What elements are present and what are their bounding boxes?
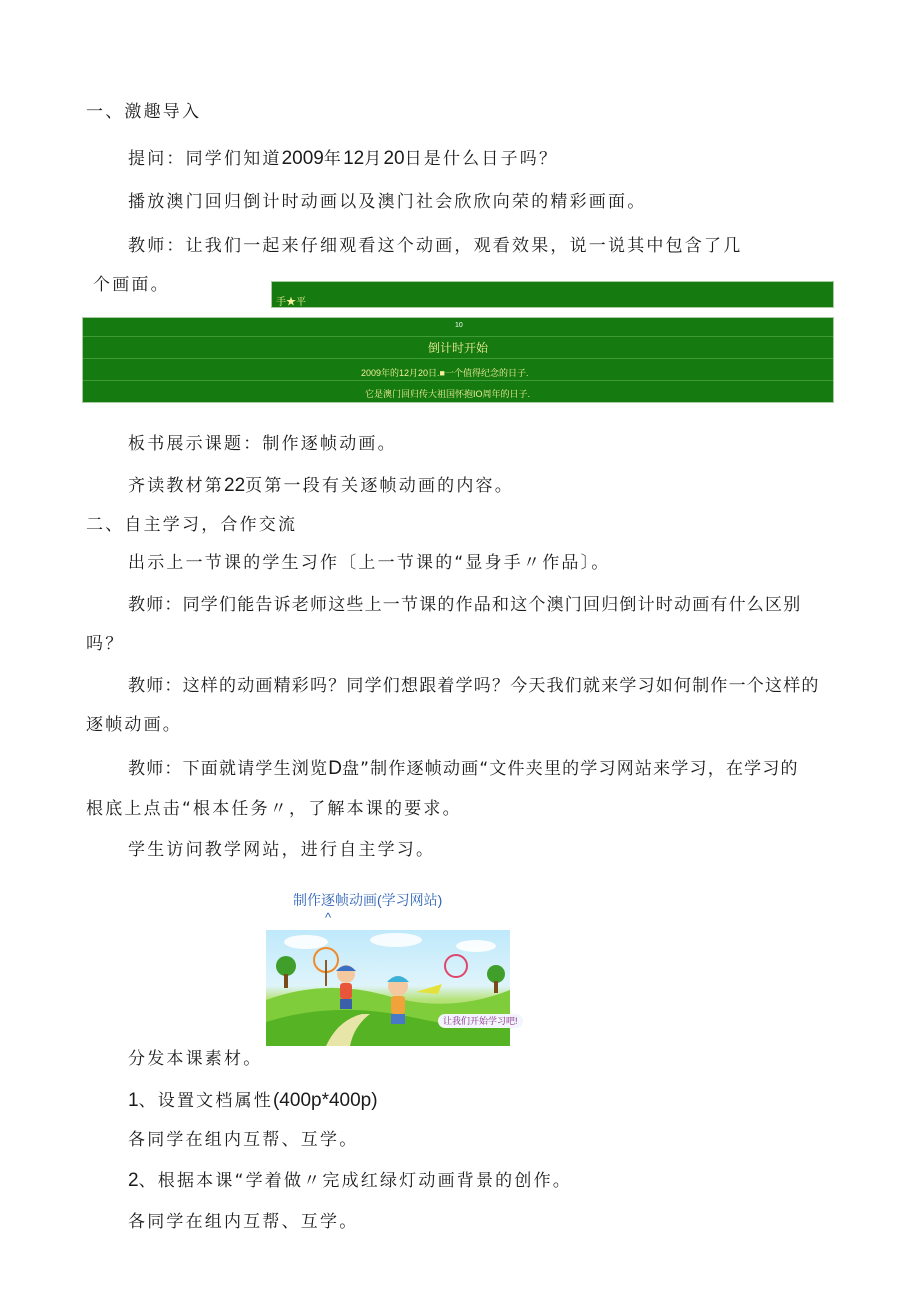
document-size-spec: (400p*400p)	[272, 1090, 378, 1111]
frame-title-text: 手★平	[276, 297, 306, 308]
countdown-frame-text: 倒计时开始	[428, 341, 489, 355]
caret-mark: ^	[325, 910, 332, 925]
step-2-number: 2	[128, 1170, 139, 1191]
teacher-paragraph-4-tail: 盘”制作逐帧动画“文件夹里的学习网站来学习，在学习的	[341, 759, 799, 779]
animation-frame-title-bar	[271, 281, 834, 308]
year-number: 2009	[281, 148, 324, 169]
distribute-material-paragraph: 分发本课素材。	[128, 1049, 263, 1069]
frame-divider	[83, 336, 833, 337]
textbook-paragraph	[128, 474, 514, 498]
anniversary-frame-text: 它是澳门回归传大祖国怀抱IO周年的日子.	[365, 389, 531, 399]
teacher-paragraph-3: 教师：这样的动画精彩吗？同学们想跟着学吗？今天我们就来学习如何制作一个这样的	[128, 676, 820, 696]
question-tail: 日是什么日子吗？	[404, 149, 559, 169]
cartoon-scene-illustration	[266, 930, 510, 1046]
teacher-paragraph-2: 教师：同学们能告诉老师这些上一节课的作品和这个澳门回归倒计时动画有什么区别	[128, 595, 802, 615]
board-title-paragraph: 板书展示课题：制作逐帧动画。	[128, 434, 397, 454]
textbook-text: 齐读教材第	[128, 476, 224, 496]
teacher-paragraph-2-cont: 吗？	[86, 634, 125, 654]
section-heading-2: 二、自主学习，合作交流	[86, 515, 298, 535]
student-visit-paragraph: 学生访问教学网站，进行自主学习。	[128, 840, 436, 860]
month-number: 12	[343, 148, 365, 169]
step-2-text: 、根据本课“学着做〃完成红绿灯动画背景的创作。	[138, 1171, 572, 1191]
teacher-paragraph-3-cont: 逐帧动画。	[86, 715, 182, 735]
frame-divider	[83, 380, 833, 381]
year-unit: 年	[323, 149, 344, 169]
section-heading-1: 一、激趣导入	[86, 102, 202, 122]
step-1-text: 、设置文档属性	[138, 1091, 273, 1111]
step-1-number: 1	[128, 1090, 139, 1111]
day-number: 20	[383, 148, 405, 169]
group-help-paragraph-2: 各同学在组内互帮、互学。	[128, 1212, 359, 1232]
teacher-paragraph-4	[128, 757, 799, 781]
learning-site-banner	[266, 930, 518, 1046]
drive-letter: D	[328, 758, 342, 779]
teacher-paragraph-1: 教师：让我们一起来仔细观看这个动画，观看效果，说一说其中包含了几	[128, 236, 743, 256]
question-text: 提问：同学们知道	[128, 149, 282, 169]
month-unit: 月	[364, 149, 384, 169]
step-1	[128, 1089, 378, 1113]
teacher-paragraph-4-text: 教师：下面就请学生浏览	[128, 759, 329, 779]
frame-divider	[83, 358, 833, 359]
previous-work-paragraph: 出示上一节课的学生习作〔上一节课的“显身手〃作品〕。	[128, 553, 611, 573]
play-animation-paragraph: 播放澳门回归倒计时动画以及澳门社会欣欣向荣的精彩画面。	[128, 192, 647, 212]
start-learning-button[interactable]: 让我们开始学习吧!	[438, 1014, 523, 1028]
learning-site-title: 制作逐帧动画(学习网站)	[293, 892, 443, 908]
teacher-paragraph-4-cont: 根底上点击“根本任务〃，了解本课的要求。	[86, 799, 462, 819]
page-number: 22	[224, 475, 246, 496]
step-2	[128, 1169, 572, 1193]
question-paragraph	[128, 147, 558, 171]
group-help-paragraph-1: 各同学在组内互帮、互学。	[128, 1130, 359, 1150]
textbook-tail: 页第一段有关逐帧动画的内容。	[245, 476, 514, 496]
date-frame-text: 2009年的12月20日.■一个值得纪念的日子.	[361, 368, 529, 378]
frame-counter: 10	[455, 322, 463, 329]
teacher-paragraph-1-cont: 个画面。	[93, 275, 170, 295]
animation-frames-panel	[82, 317, 834, 403]
